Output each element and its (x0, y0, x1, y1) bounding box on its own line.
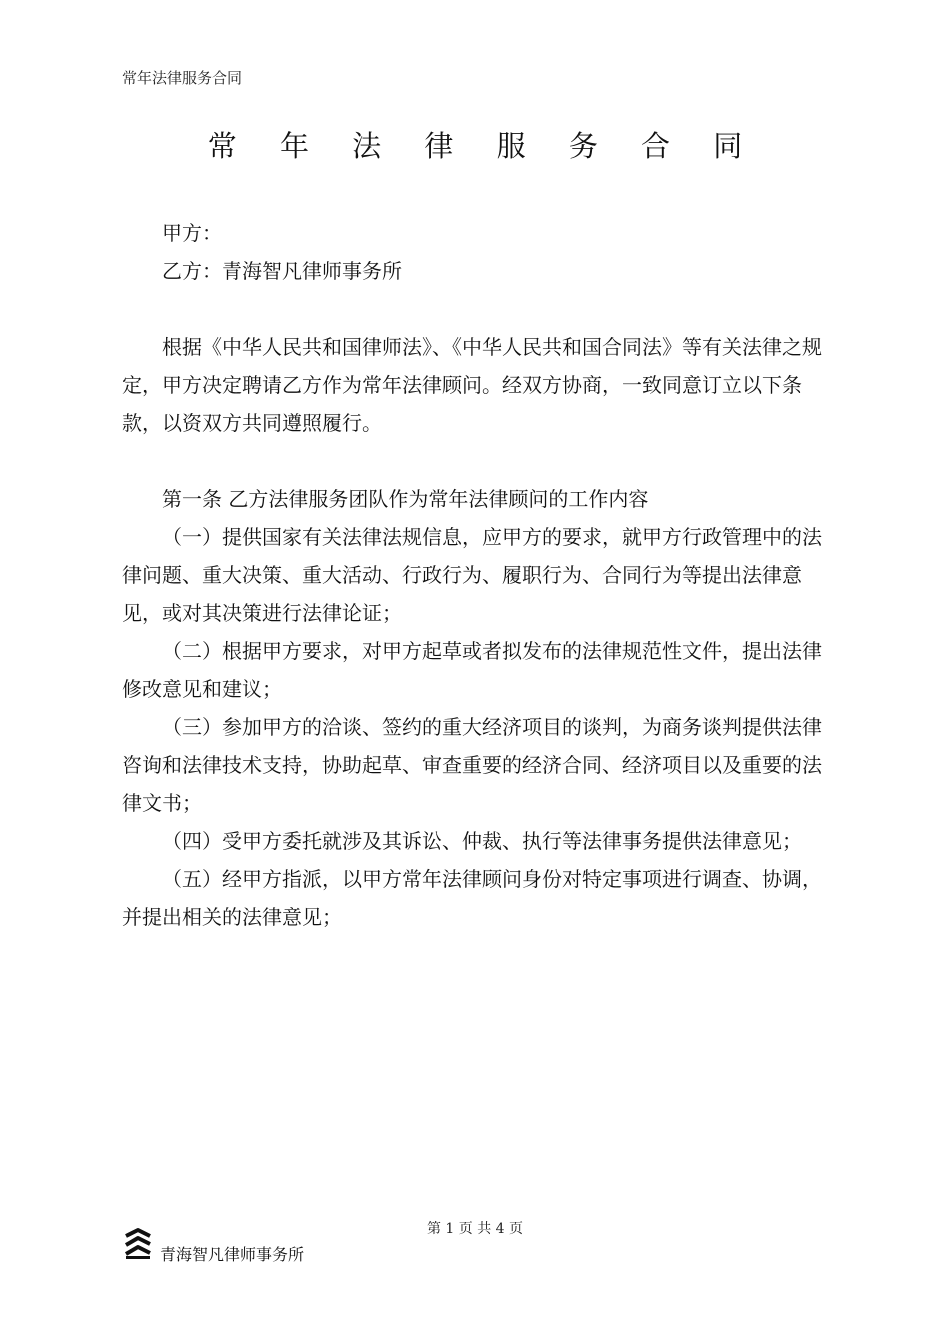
article-1-item: （五）经甲方指派，以甲方常年法律顾问身份对特定事项进行调查、协调，并提出相关的法律意见； (122, 867, 822, 929)
preamble-paragraph: 根据《中华人民共和国律师法》、《中华人民共和国合同法》等有关法律之规定，甲方决定聘请乙方作为常年法律顾问。经双方协商，一致同意订立以下条款，以资双方共同遵照履行。 (122, 335, 822, 435)
running-header: 常年法律服务合同 (122, 69, 243, 87)
law-firm-logo-icon (122, 1222, 162, 1262)
party-a-line: 甲方： (162, 221, 222, 245)
article-1-heading: 第一条 乙方法律服务团队作为常年法律顾问的工作内容 (162, 487, 649, 511)
article-1-item: （三）参加甲方的洽谈、签约的重大经济项目的谈判，为商务谈判提供法律咨询和法律技术支持，协助起草、审查重要的经济合同、经济项目以及重要的法律文书； (122, 715, 822, 815)
article-1-item: （二）根据甲方要求，对甲方起草或者拟发布的法律规范性文件，提出法律修改意见和建议； (122, 639, 822, 701)
article-1-item: （一）提供国家有关法律法规信息，应甲方的要求，就甲方行政管理中的法律问题、重大决策、重大活动、行政行为、履职行为、合同行为等提出法律意见，或对其决策进行法律论证； (122, 525, 822, 625)
footer-firm-name: 青海智凡律师事务所 (160, 1245, 305, 1264)
article-1-item: （四）受甲方委托就涉及其诉讼、仲裁、执行等法律事务提供法律意见； (162, 829, 802, 853)
party-b-line: 乙方：青海智凡律师事务所 (162, 259, 402, 283)
document-title: 常 年 法 律 服 务 合 同 (207, 129, 760, 163)
page-number: 第 1 页 共 4 页 (426, 1221, 524, 1237)
document-body (122, 214, 840, 936)
